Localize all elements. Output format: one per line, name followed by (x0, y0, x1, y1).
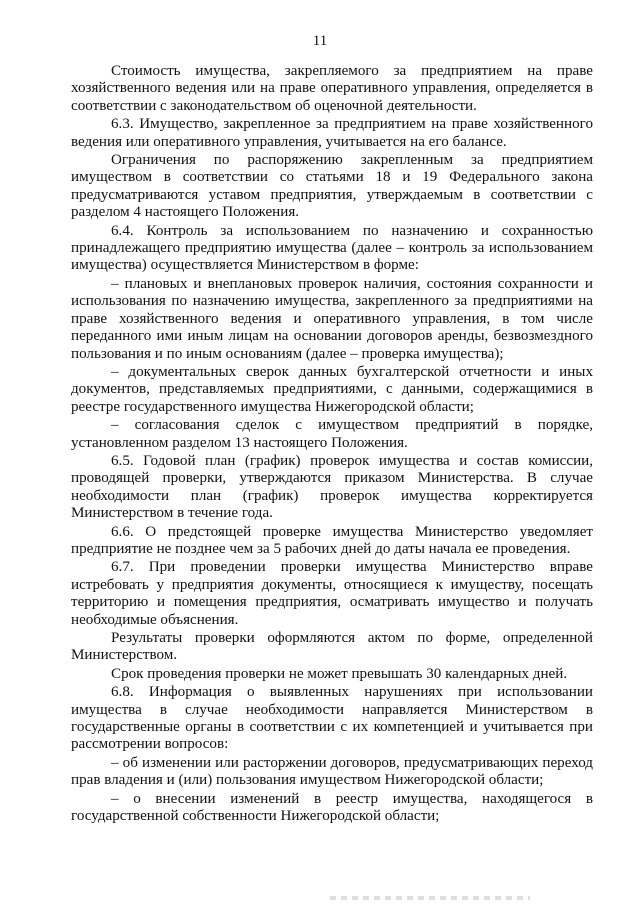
paragraph-6-7: 6.7. При проведении проверки имущества Министерство вправе истребовать у предприятия документы, относящиеся к имуществу, посещать территорию и помещения предприятия, осматривать имущество и получать необходимые объяснения. (71, 559, 593, 628)
paragraph-6-4: 6.4. Контроль за использованием по назначению и сохранностью принадлежащего предприятию имущества (далее – контроль за использованием имущества) осуществляется Министерством в форме: (71, 222, 593, 274)
paragraph-6-5: 6.5. Годовой план (график) проверок имущества и состав комиссии, проводящей проверки, утверждаются приказом Министерства. В случае необходимости план (график) проверок имущества корректируется Министерством в течение года. (71, 452, 593, 522)
document-body (71, 63, 593, 825)
paragraph-restrictions: Ограничения по распоряжению закрепленным за предприятием имуществом в соответствии со статьями 18 и 19 Федерального закона предусматриваются уставом предприятия, утверждаемым в соответствии с разделом 4 настоящего Положения. (71, 152, 593, 221)
paragraph-6-8: 6.8. Информация о выявленных нарушениях при использовании имущества в случае необходимости направляется Министерством в государственные органы в соответствии с их компетенцией и учитывается при рассмотрении вопросов: (71, 684, 593, 753)
scan-artifact-line (330, 896, 530, 900)
page-number: 11 (312, 33, 328, 49)
paragraph-valuation: Стоимость имущества, закрепляемого за предприятием на праве хозяйственного ведения или на праве оперативного управления, определяется в соответствии с законодательством об оценочной деятельности. (71, 63, 593, 114)
list-item-contracts: – об изменении или расторжении договоров, предусматривающих переход прав владения и (или) пользования имуществом Нижегородской области; (71, 754, 593, 789)
list-item-reconciliations: – документальных сверок данных бухгалтерской отчетности и иных документов, представляемых предприятиями, с данными, содержащимися в реестре государственного имущества Нижегородской области; (71, 363, 593, 415)
paragraph-6-6: 6.6. О предстоящей проверке имущества Министерство уведомляет предприятие не позднее чем за 5 рабочих дней до даты начала ее проведения. (71, 523, 593, 557)
list-item-inspections: – плановых и внеплановых проверок наличия, состояния сохранности и использования по назначению имущества, закрепленного за предприятиями на праве хозяйственного ведения и оперативного управления, в том числе переданного ими иным лицам на основании договоров аренды, безвозмездного пользования и по иным основаниям (далее – проверка имущества); (71, 275, 593, 362)
paragraph-6-3: 6.3. Имущество, закрепленное за предприятием на праве хозяйственного ведения или оперативного управления, учитывается на его балансе. (71, 116, 593, 150)
paragraph-duration: Срок проведения проверки не может превышать 30 календарных дней. (111, 665, 568, 682)
paragraph-results: Результаты проверки оформляются актом по форме, определенной Министерством. (71, 630, 593, 664)
list-item-approvals: – согласования сделок с имуществом предприятий в порядке, установленном разделом 13 настоящего Положения. (71, 417, 593, 451)
list-item-registry: – о внесении изменений в реестр имущества, находящегося в государственной собственности Нижегородской области; (71, 790, 593, 825)
